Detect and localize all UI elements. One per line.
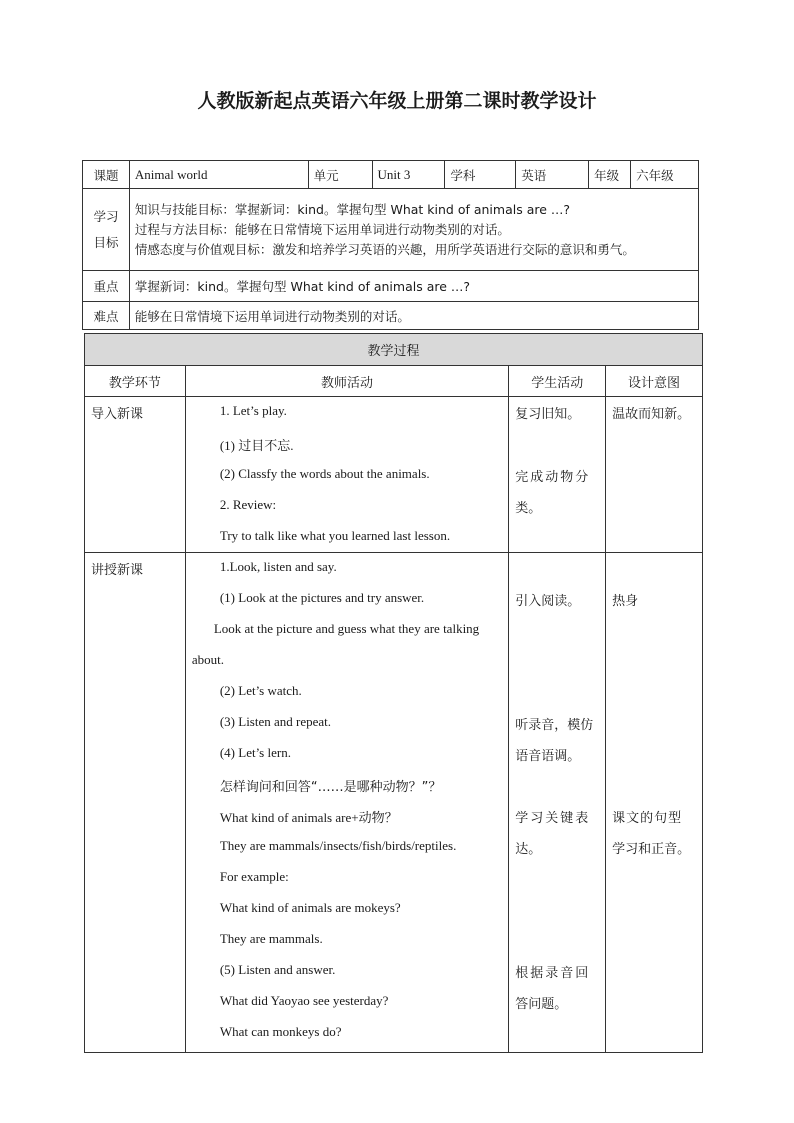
grade-value: 六年级 <box>631 161 699 189</box>
step-label: 导入新课 <box>91 407 144 422</box>
student-line: 复习旧知。 <box>515 407 581 422</box>
student-cell-intro <box>509 397 606 553</box>
teacher-line: about. <box>191 652 224 667</box>
student-line: 类。 <box>515 501 542 516</box>
teacher-line: What kind of animals are+动物？ <box>219 810 398 825</box>
teacher-cell-new <box>185 553 508 1053</box>
teacher-line: What did Yaoyao see yesterday? <box>219 993 389 1008</box>
student-line: 听录音，模仿 <box>515 718 594 733</box>
student-line: 完成动物分 <box>515 470 591 485</box>
teacher-line: For example: <box>219 869 289 884</box>
teacher-line: 怎样询问和回答“……是哪种动物？”？ <box>219 780 442 795</box>
subject-label: 学科 <box>445 161 516 189</box>
col-step-header: 教学环节 <box>85 366 186 397</box>
col-intent-header: 设计意图 <box>606 366 703 397</box>
goal-knowledge: 知识与技能目标：掌握新词：kind。掌握句型 What kind of animals are …? <box>134 201 571 217</box>
lesson-info-table <box>82 160 699 330</box>
grade-label: 年级 <box>589 161 631 189</box>
intent-cell-intro <box>606 397 703 553</box>
student-line: 语音语调。 <box>515 749 581 764</box>
step-label: 讲授新课 <box>91 563 144 578</box>
goals-label <box>83 189 130 271</box>
teacher-line: 1.Look, listen and say. <box>219 559 337 574</box>
col-teacher-header: 教师活动 <box>185 366 508 397</box>
teacher-cell-intro <box>185 397 508 553</box>
teacher-line: They are mammals/insects/fish/birds/reptiles. <box>219 838 457 853</box>
difficulty-value: 能够在日常情境下运用单词进行动物类别的对话。 <box>129 302 698 330</box>
intent-line: 学习和正音。 <box>612 842 691 857</box>
teacher-line: (1) 过目不忘. <box>219 438 294 453</box>
intent-cell-new <box>606 553 703 1053</box>
teaching-process-table <box>84 333 703 1053</box>
teacher-line: They are mammals. <box>219 931 323 946</box>
student-line: 引入阅读。 <box>515 594 581 609</box>
student-line: 根据录音回 <box>515 966 591 981</box>
unit-label: 单元 <box>308 161 372 189</box>
teacher-line: What kind of animals are mokeys? <box>219 900 401 915</box>
goal-process: 过程与方法目标：能够在日常情境下运用单词进行动物类别的对话。 <box>134 221 510 237</box>
goals-label-line: 目标 <box>93 234 119 250</box>
teacher-line: 1. Let’s play. <box>219 403 287 418</box>
student-line: 答问题。 <box>515 997 568 1012</box>
process-header: 教学过程 <box>85 334 703 366</box>
key-point-label: 重点 <box>83 271 130 302</box>
student-cell-new <box>509 553 606 1053</box>
col-student-header: 学生活动 <box>509 366 606 397</box>
subject-value: 英语 <box>516 161 589 189</box>
intent-line: 热身 <box>612 594 639 609</box>
goal-attitude: 情感态度与价值观目标：激发和培养学习英语的兴趣，用所学英语进行交际的意识和勇气。 <box>134 241 635 257</box>
intent-line: 温故而知新。 <box>612 407 691 422</box>
teacher-line: (3) Listen and repeat. <box>219 714 332 729</box>
goals-label-line: 学习 <box>93 208 119 224</box>
teacher-line: What can monkeys do? <box>219 1024 342 1039</box>
teacher-line: Try to talk like what you learned last lesson. <box>219 528 451 543</box>
teacher-line: (1) Look at the pictures and try answer. <box>219 590 425 605</box>
teacher-line: (5) Listen and answer. <box>219 962 336 977</box>
document-title: 人教版新起点英语六年级上册第二课时教学设计 <box>197 90 597 112</box>
topic-label: 课题 <box>83 161 130 189</box>
topic-value: Animal world <box>129 161 308 189</box>
goals-content <box>129 189 698 271</box>
step-cell-intro <box>85 397 186 553</box>
step-cell-new <box>85 553 186 1053</box>
teacher-line: (2) Classfy the words about the animals. <box>219 466 430 481</box>
student-line: 学习关键表 <box>515 811 591 826</box>
unit-value: Unit 3 <box>372 161 445 189</box>
teacher-line: 2. Review: <box>219 497 277 512</box>
difficulty-label: 难点 <box>83 302 130 330</box>
teacher-line: Look at the picture and guess what they are talking <box>213 621 480 636</box>
student-line: 达。 <box>515 842 542 857</box>
teacher-line: (2) Let’s watch. <box>219 683 302 698</box>
intent-line: 课文的句型 <box>612 811 683 826</box>
teacher-line: (4) Let’s lern. <box>219 745 291 760</box>
key-point-value: 掌握新词：kind。掌握句型 What kind of animals are …? <box>129 271 698 302</box>
